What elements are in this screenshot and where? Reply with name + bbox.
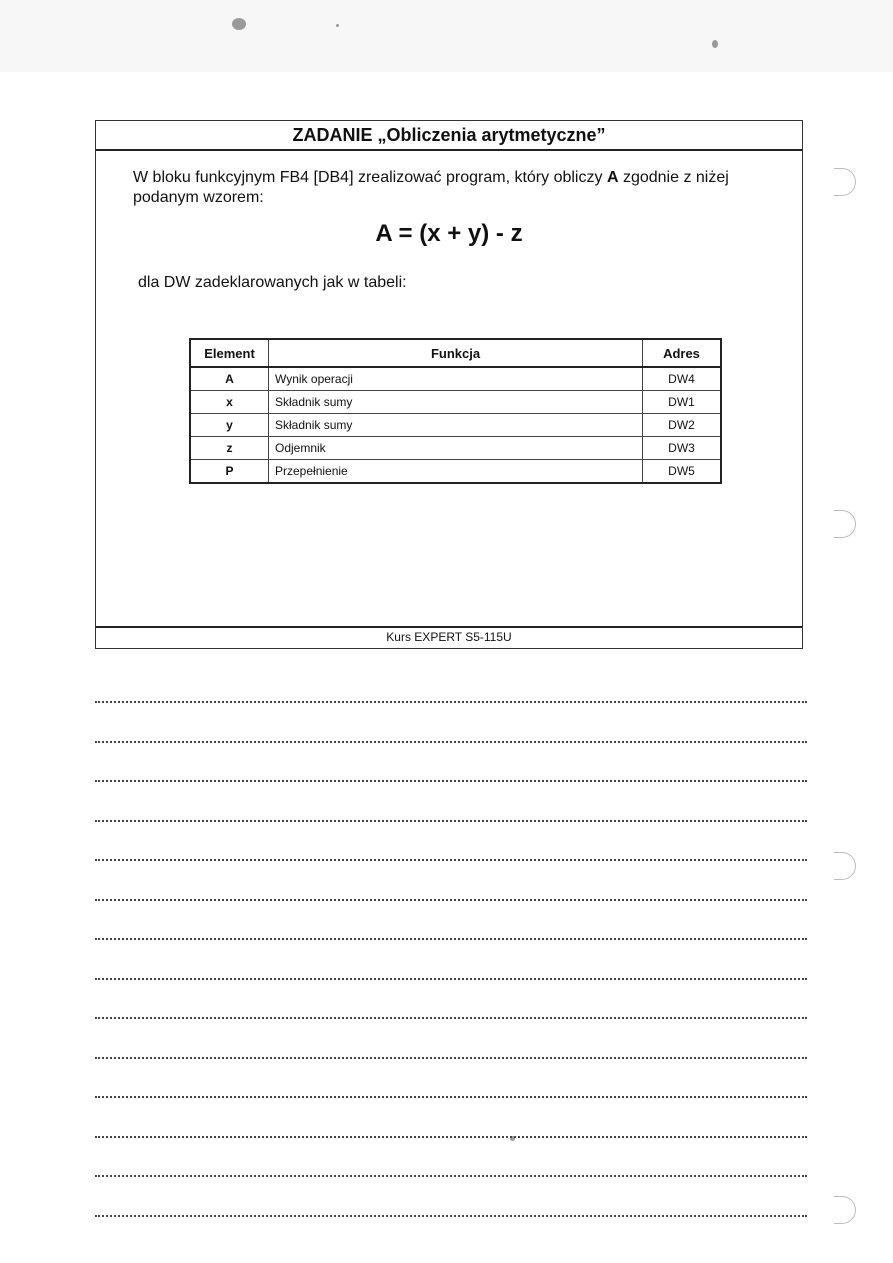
cell-address: DW1 [643,391,722,414]
cell-function: Odjemnik [269,437,643,460]
cell-element: y [190,414,269,437]
dotted-line [95,1135,807,1138]
intro-text-start: W bloku funkcyjnym FB4 [DB4] zrealizować program, który obliczy [133,169,607,186]
header-element: Element [190,339,269,367]
formula: A = (x + y) - z [375,220,523,247]
cell-address: DW5 [643,460,722,484]
dotted-line [95,898,807,901]
declaration-text: dla DW zadeklarowanych jak w tabeli: [138,274,407,291]
variables-table [189,338,722,484]
punch-hole [834,1196,856,1224]
table-row [190,414,721,437]
dotted-line [95,819,807,822]
course-footer: Kurs EXPERT S5-115U [96,626,802,648]
cell-element: x [190,391,269,414]
cell-function: Przepełnienie [269,460,643,484]
table-header-row [190,339,721,367]
dotted-line [95,937,807,940]
dotted-line [95,1174,807,1177]
scan-speck [712,40,718,48]
table-row [190,367,721,391]
cell-address: DW4 [643,367,722,391]
dotted-line [95,779,807,782]
table-row [190,460,721,484]
intro-text-end: zgodnie z niżej podanym wzorem: [133,169,729,206]
task-title: ZADANIE „Obliczenia arytmetyczne” [96,121,802,151]
table-row [190,391,721,414]
task-intro [133,168,773,208]
scan-top-margin [0,0,893,72]
dotted-line [95,1095,807,1098]
table-row [190,437,721,460]
punch-hole [834,852,856,880]
task-frame [95,120,803,649]
dotted-line [95,1016,807,1019]
cell-function: Składnik sumy [269,414,643,437]
cell-function: Wynik operacji [269,367,643,391]
cell-address: DW3 [643,437,722,460]
writing-lines [95,700,807,1253]
cell-function: Składnik sumy [269,391,643,414]
intro-bold-variable: A [606,169,619,186]
header-address: Adres [643,339,722,367]
cell-address: DW2 [643,414,722,437]
punch-hole [834,510,856,538]
cell-element: P [190,460,269,484]
punch-hole [834,168,856,196]
header-function: Funkcja [269,339,643,367]
dotted-line [95,858,807,861]
dotted-line [95,740,807,743]
dotted-line [95,977,807,980]
cell-element: A [190,367,269,391]
scan-speck [336,24,339,27]
dotted-line [95,1214,807,1217]
dotted-line [95,1056,807,1059]
cell-element: z [190,437,269,460]
dotted-line [95,700,807,703]
scan-speck [232,18,246,30]
